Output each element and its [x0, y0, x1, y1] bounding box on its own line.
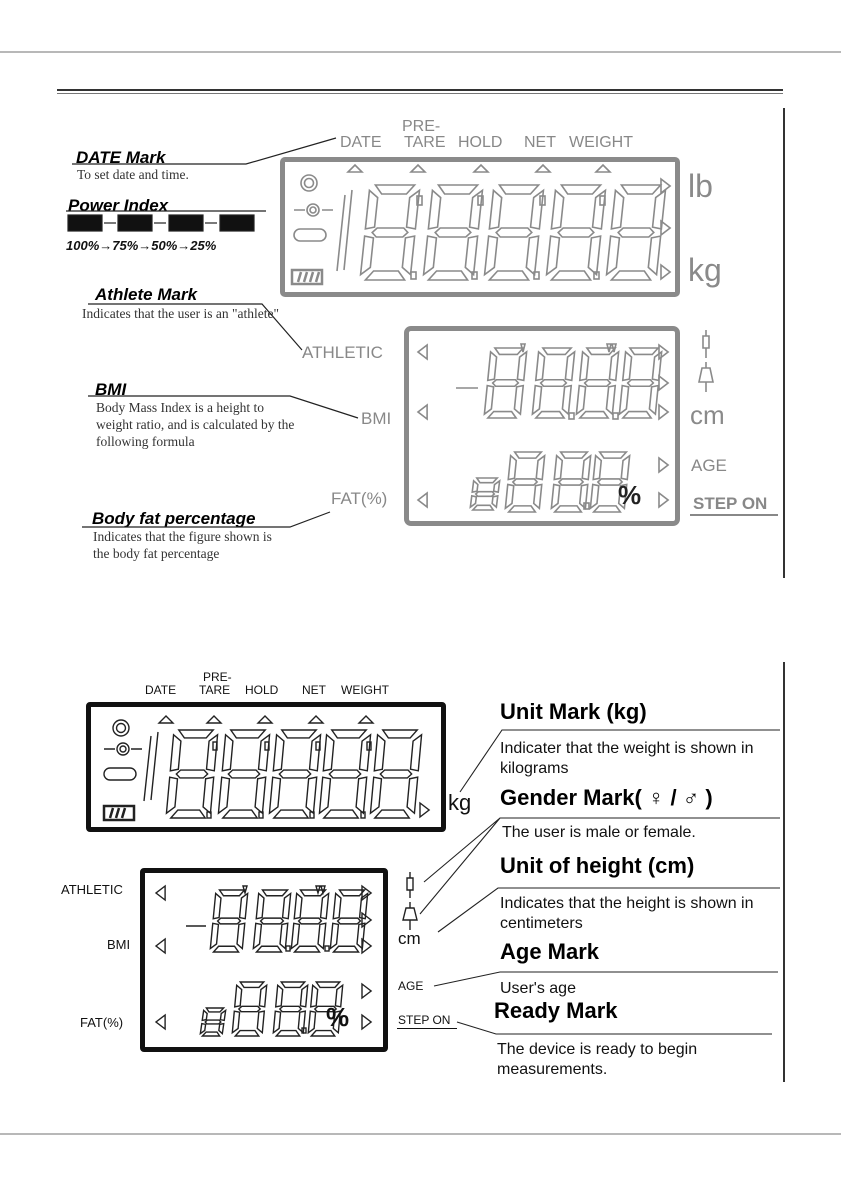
callout-date-desc: To set date and time.: [77, 167, 189, 182]
leader-gender: [420, 818, 780, 914]
label-athletic: ATHLETIC: [61, 882, 123, 897]
label-tare: TARE: [199, 683, 231, 697]
callout-fat-title: Body fat percentage: [92, 509, 256, 528]
callout-athlete-title: Athlete Mark: [95, 285, 198, 304]
label-date: DATE: [145, 683, 177, 697]
leader-unit: [460, 730, 780, 792]
label-net: NET: [524, 134, 556, 151]
label-hold: HOLD: [458, 134, 503, 151]
label-net: NET: [302, 683, 326, 697]
label-date: DATE: [340, 134, 382, 151]
label-athletic: ATHLETIC: [302, 343, 383, 362]
callout-height-desc: Indicates that the height is shown in centimeters: [500, 895, 754, 932]
label-age: AGE: [398, 979, 424, 993]
callout-ready-desc: The device is ready to begin measurements.: [497, 1041, 698, 1078]
callout-athlete-desc: Indicates that the user is an "athlete": [82, 306, 279, 321]
label-bmi: BMI: [361, 409, 392, 428]
label-hold: HOLD: [245, 683, 279, 697]
label-weight: WEIGHT: [569, 134, 633, 151]
callout-height-title: Unit of height (cm): [500, 853, 695, 878]
leader-height: [438, 888, 780, 932]
callout-age-desc: User's age: [500, 980, 576, 997]
leader-ready: [457, 1022, 772, 1034]
label-tare: TARE: [404, 134, 446, 151]
callout-unit-title: Unit Mark (kg): [500, 699, 647, 724]
label-cm: cm: [690, 400, 725, 430]
callout-ready-title: Ready Mark: [494, 998, 618, 1023]
label-weight: WEIGHT: [341, 683, 389, 697]
label-fat: FAT(%): [331, 489, 388, 508]
unit-lb: lb: [688, 168, 713, 204]
label-fat: FAT(%): [80, 1015, 124, 1030]
percent-sign: %: [618, 480, 642, 510]
callout-bmi-desc: Body Mass Index is a height to weight ratio, and is calculated by the following formula: [96, 400, 295, 449]
leader-age: [434, 972, 778, 986]
label-pre: PRE-: [203, 670, 232, 684]
callout-bmi-title: BMI: [95, 380, 127, 399]
callout-gender-desc: The user is male or female.: [502, 824, 696, 841]
label-cm: cm: [398, 929, 421, 948]
unit-kg: kg: [448, 790, 472, 815]
label-step-on: STEP ON: [693, 494, 768, 513]
callout-power-title: Power Index: [68, 196, 169, 215]
label-step-on: STEP ON: [398, 1013, 451, 1027]
power-levels: 100%→75%→50%→25%: [66, 238, 217, 253]
callout-date-title: DATE Mark: [76, 148, 166, 167]
callout-fat-desc: Indicates that the figure shown is the body fat percentage: [93, 529, 272, 561]
unit-kg: kg: [688, 252, 722, 288]
label-age: AGE: [691, 456, 727, 475]
callout-age-title: Age Mark: [500, 939, 600, 964]
callout-gender-title: Gender Mark( ♀ / ♂ ): [500, 785, 713, 810]
percent-sign: %: [326, 1002, 350, 1032]
callout-unit-desc: Indicater that the weight is shown in kilograms: [500, 740, 754, 777]
label-bmi: BMI: [107, 937, 131, 952]
label-pre: PRE-: [402, 118, 441, 135]
